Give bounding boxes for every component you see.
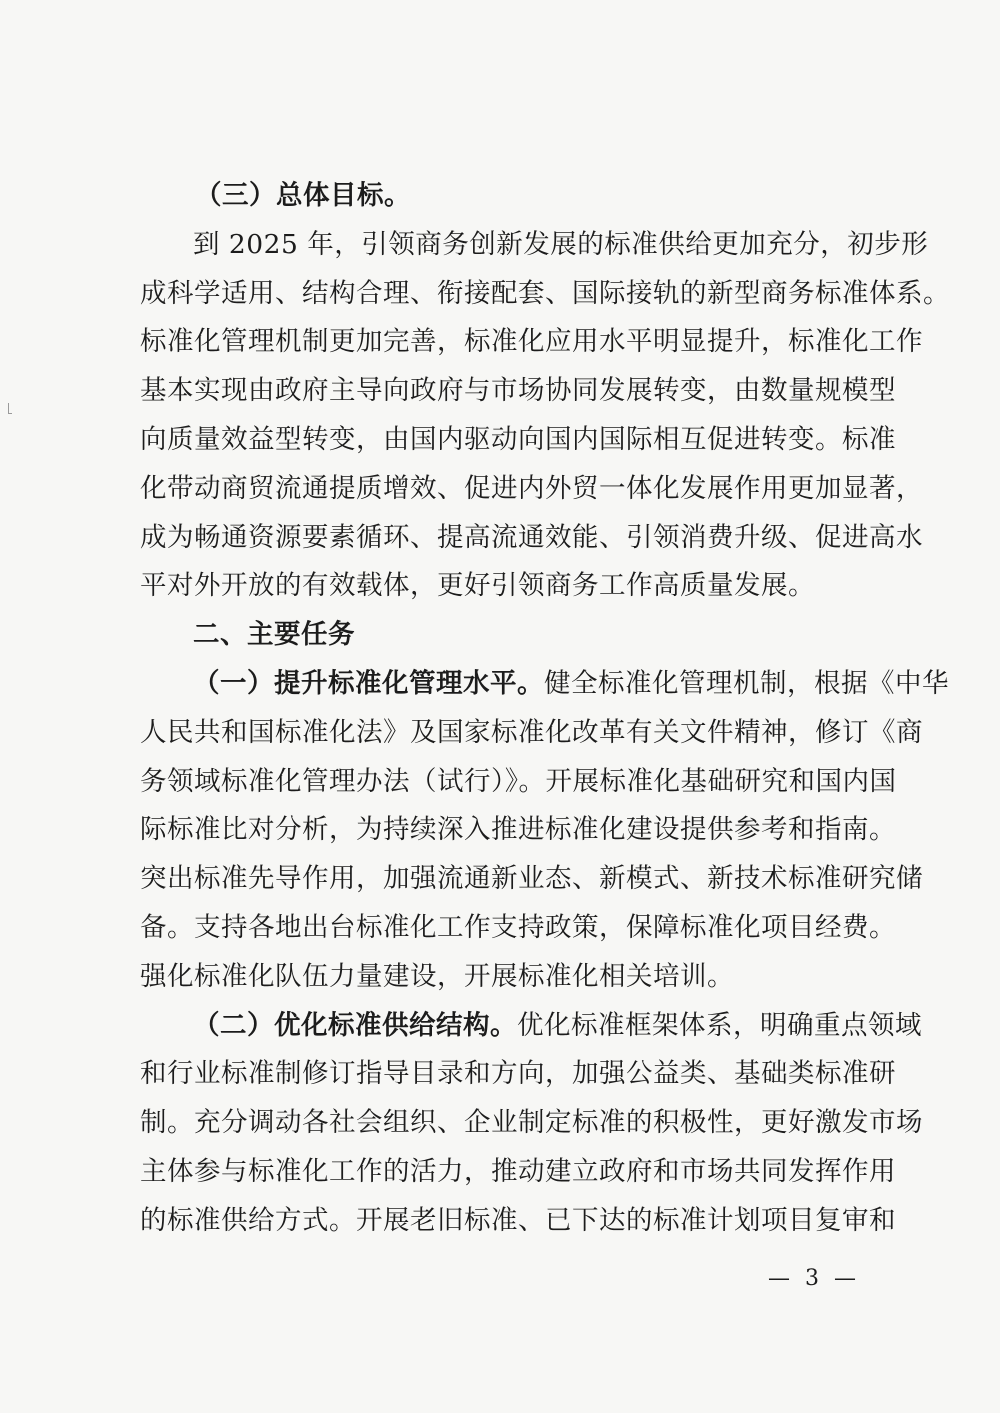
task-one-heading: （一）提升标准化管理水平。: [193, 667, 544, 699]
paragraph-line: 到 2025 年，引领商务创新发展的标准供给更加充分，初步形: [193, 228, 929, 260]
paragraph-line: 突出标准先导作用，加强流通新业态、新模式、新技术标准研究储: [140, 863, 923, 895]
paragraph-line: 强化标准化队伍力量建设，开展标准化相关培训。: [140, 960, 734, 992]
task-two-first-line-text: 优化标准框架体系，明确重点领域: [517, 1009, 922, 1041]
task-two-heading: （二）优化标准供给结构。: [193, 1009, 517, 1041]
paragraph-line: 的标准供给方式。开展老旧标准、已下达的标准计划项目复审和: [140, 1204, 896, 1236]
paragraph-line: 平对外开放的有效载体，更好引领商务工作高质量发展。: [140, 570, 815, 602]
body-text: [140, 172, 950, 1246]
paragraph-line: 备。支持各地出台标准化工作支持政策，保障标准化项目经费。: [140, 911, 896, 943]
paragraph-line: 标准化管理机制更加完善，标准化应用水平明显提升，标准化工作: [140, 326, 923, 358]
paragraph-line: 务领域标准化管理办法（试行）》。开展标准化基础研究和国内国: [140, 765, 897, 797]
section-heading-overall-goal: （三）总体目标。: [195, 180, 411, 211]
paragraph-line: 成科学适用、结构合理、衔接配套、国际接轨的新型商务标准体系。: [140, 277, 950, 309]
margin-mark: [8, 403, 12, 414]
paragraph-line: 和行业标准制修订指导目录和方向，加强公益类、基础类标准研: [140, 1058, 896, 1090]
paragraph-line: 化带动商贸流通提质增效、促进内外贸一体化发展作用更加显著，: [140, 472, 923, 504]
task-one-first-line-text: 健全标准化管理机制，根据《中华: [544, 667, 949, 699]
paragraph-line: 主体参与标准化工作的活力，推动建立政府和市场共同发挥作用: [140, 1155, 896, 1187]
paragraph-line: 基本实现由政府主导向政府与市场协同发展转变，由数量规模型: [140, 375, 896, 407]
paragraph-line: 际标准比对分析，为持续深入推进标准化建设提供参考和指南。: [140, 814, 896, 846]
paragraph-line: 向质量效益型转变，由国内驱动向国内国际相互促进转变。标准: [140, 423, 896, 455]
paragraph-line: 制。充分调动各社会组织、企业制定标准的积极性，更好激发市场: [140, 1107, 923, 1139]
section-heading-main-tasks: 二、主要任务: [193, 619, 355, 651]
paragraph-line-task-one-first: [140, 660, 949, 709]
paragraph-line: 成为畅通资源要素循环、提高流通效能、引领消费升级、促进高水: [140, 521, 923, 553]
page-number: — 3 —: [768, 1266, 860, 1291]
paragraph-line-task-two-first: [140, 1002, 922, 1051]
paragraph-line: 人民共和国标准化法》及国家标准化改革有关文件精神，修订《商: [140, 716, 923, 748]
